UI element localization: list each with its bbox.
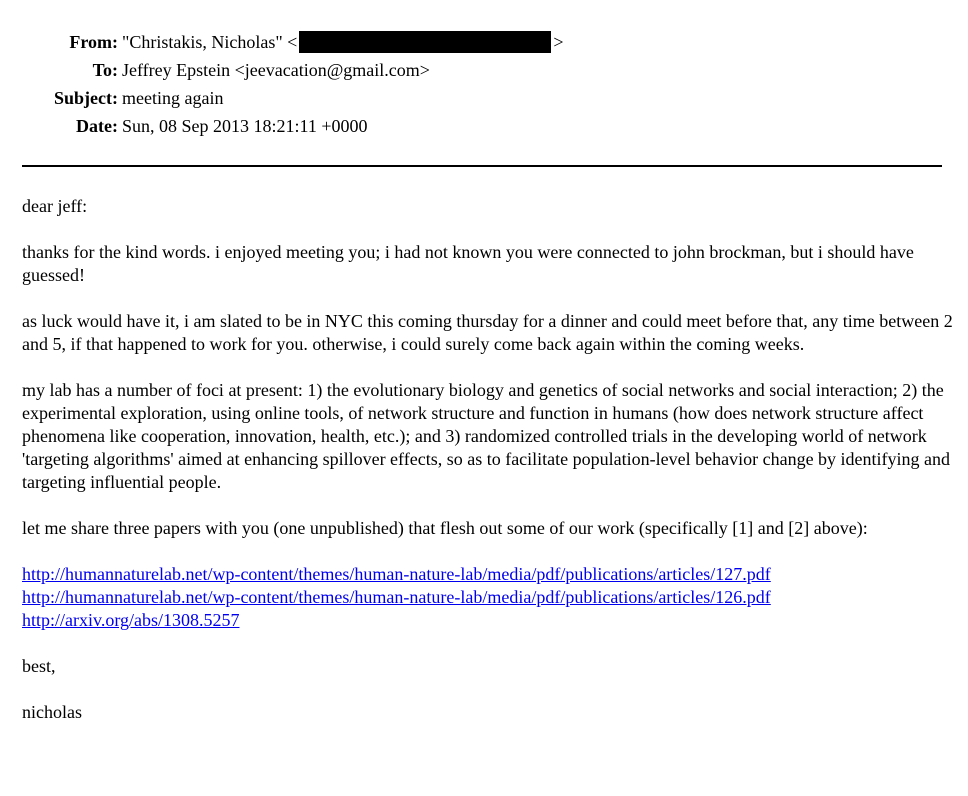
paragraph-meeting: as luck would have it, i am slated to be in NYC this coming thursday for a dinner and could meet before that, any time between 2 and 5, if that happened to work for you. otherwise, i could surely come back again within the coming weeks. [22, 311, 953, 354]
paper-link-126[interactable]: http://humannaturelab.net/wp-content/themes/human-nature-lab/media/pdf/publications/articles/126.pdf [22, 587, 771, 607]
date-label: Date: [76, 116, 118, 136]
to-row [0, 56, 968, 84]
closing: best, [22, 656, 56, 676]
subject-row [0, 84, 968, 112]
signature: nicholas [22, 702, 82, 722]
email-body [22, 195, 958, 747]
greeting: dear jeff: [22, 196, 88, 216]
header-divider [22, 165, 942, 167]
paper-link-127[interactable]: http://humannaturelab.net/wp-content/themes/human-nature-lab/media/pdf/publications/articles/127.pdf [22, 564, 771, 584]
email-header [0, 28, 968, 140]
arxiv-link[interactable]: http://arxiv.org/abs/1308.5257 [22, 610, 240, 630]
from-name: "Christakis, Nicholas" < [122, 32, 298, 52]
date-row [0, 112, 968, 140]
subject-value: meeting again [122, 88, 224, 108]
paragraph-lab-foci: my lab has a number of foci at present: 1) the evolutionary biology and genetics of social networks and social interaction; 2) the experimental exploration, using online tools, of network structure and function in humans (how does network structure affect phenomena like cooperation, innovation, health, etc.); and 3) randomized controlled trials in the developing world of network 'targeting algorithms' aimed at enhancing spillover effects, so as to facilitate population-level behavior change by identifying and targeting influential people. [22, 380, 951, 492]
paragraph-thanks: thanks for the kind words. i enjoyed meeting you; i had not known you were connected to john brockman, but i should have guessed! [22, 242, 914, 285]
from-value [122, 28, 564, 56]
to-label: To: [92, 60, 118, 80]
from-bracket-close: > [553, 32, 564, 52]
redaction-block [299, 31, 551, 53]
from-row [0, 28, 968, 56]
paragraph-papers: let me share three papers with you (one unpublished) that flesh out some of our work (specifically [1] and [2] above): [22, 518, 868, 538]
date-value: Sun, 08 Sep 2013 18:21:11 +0000 [122, 116, 368, 136]
links-list [22, 563, 958, 632]
to-value: Jeffrey Epstein <jeevacation@gmail.com> [122, 60, 430, 80]
subject-label: Subject: [54, 88, 118, 108]
from-label: From: [69, 32, 118, 52]
